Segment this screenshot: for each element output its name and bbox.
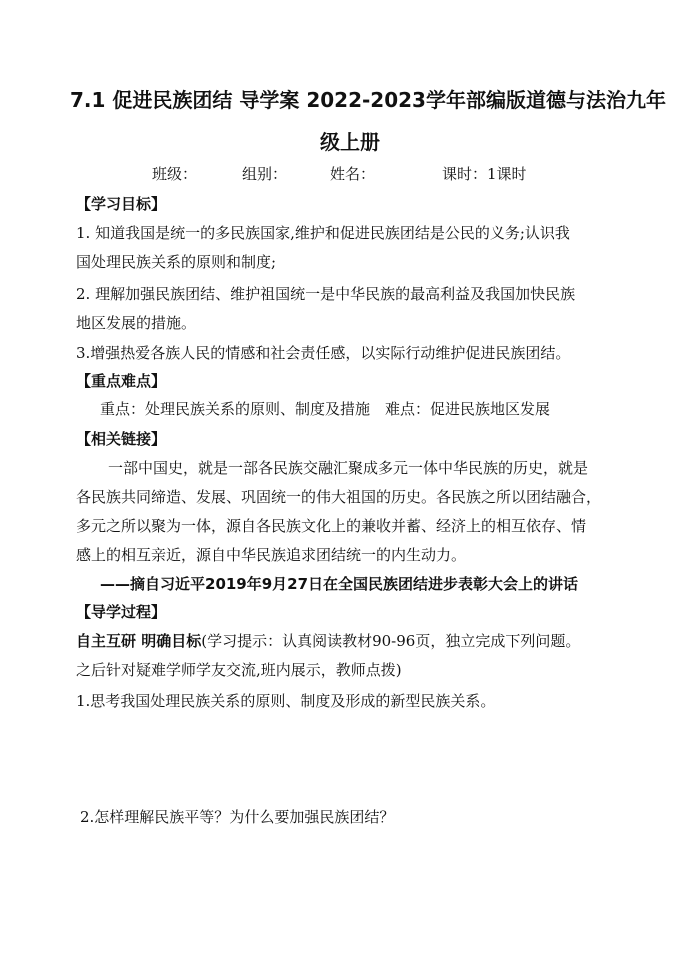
objective-1-line-2: 国处理民族关系的原则和制度; [76,253,277,271]
objectives-heading: 【学习目标】 [76,195,167,213]
keypoints-text: 重点：处理民族关系的原则、制度及措施 难点：促进民族地区发展 [100,400,551,418]
link-paragraph-line-3: 多元之所以聚为一体，源自各民族文化上的兼收并蓄、经济上的相互依存、情 [76,517,587,535]
link-source: ——摘自习近平2019年9月27日在全国民族团结进步表彰大会上的讲话 [100,575,579,593]
objective-1-line-1: 1. 知道我国是统一的多民族国家,维护和促进民族团结是公民的义务;认识我 [76,224,570,242]
link-paragraph-line-4: 感上的相互亲近，源自中华民族追求团结统一的内生动力。 [76,546,467,564]
info-row [76,163,616,185]
keypoints-heading: 【重点难点】 [76,372,167,390]
process-bold-label: 自主互研 明确目标 [76,632,202,650]
group-label: 组别： [242,165,288,183]
objective-2-line-2: 地区发展的措施。 [76,314,197,332]
objective-2-line-1: 2. 理解加强民族团结、维护祖国统一是中华民族的最高利益及我国加快民族 [76,285,576,303]
link-paragraph-line-1: 一部中国史，就是一部各民族交融汇聚成多元一体中华民族的历史，就是 [108,459,589,477]
document-title-line-2: 级上册 [320,130,380,154]
document-title-line-1: 7.1 促进民族团结 导学案 2022-2023学年部编版道德与法治九年 [70,88,666,112]
links-heading: 【相关链接】 [76,430,167,448]
period-label: 课时：1课时 [442,165,527,183]
process-heading: 【导学过程】 [76,603,167,621]
question-1: 1.思考我国处理民族关系的原则、制度及形成的新型民族关系。 [76,692,496,710]
process-hint-text: (学习提示：认真阅读教材90-96页，独立完成下列问题。 [201,632,581,650]
link-paragraph-line-2: 各民族共同缔造、发展、巩固统一的伟大祖国的历史。各民族之所以团结融合， [76,488,602,506]
name-label: 姓名： [330,165,376,183]
question-2: 2.怎样理解民族平等？为什么要加强民族团结？ [80,808,395,826]
class-label: 班级： [152,165,198,183]
process-hint-line-1 [76,630,616,652]
objective-3: 3.增强热爱各族人民的情感和社会责任感，以实际行动维护促进民族团结。 [76,344,571,362]
process-hint-line-2: 之后针对疑难学师学友交流,班内展示，教师点拨) [76,661,402,679]
